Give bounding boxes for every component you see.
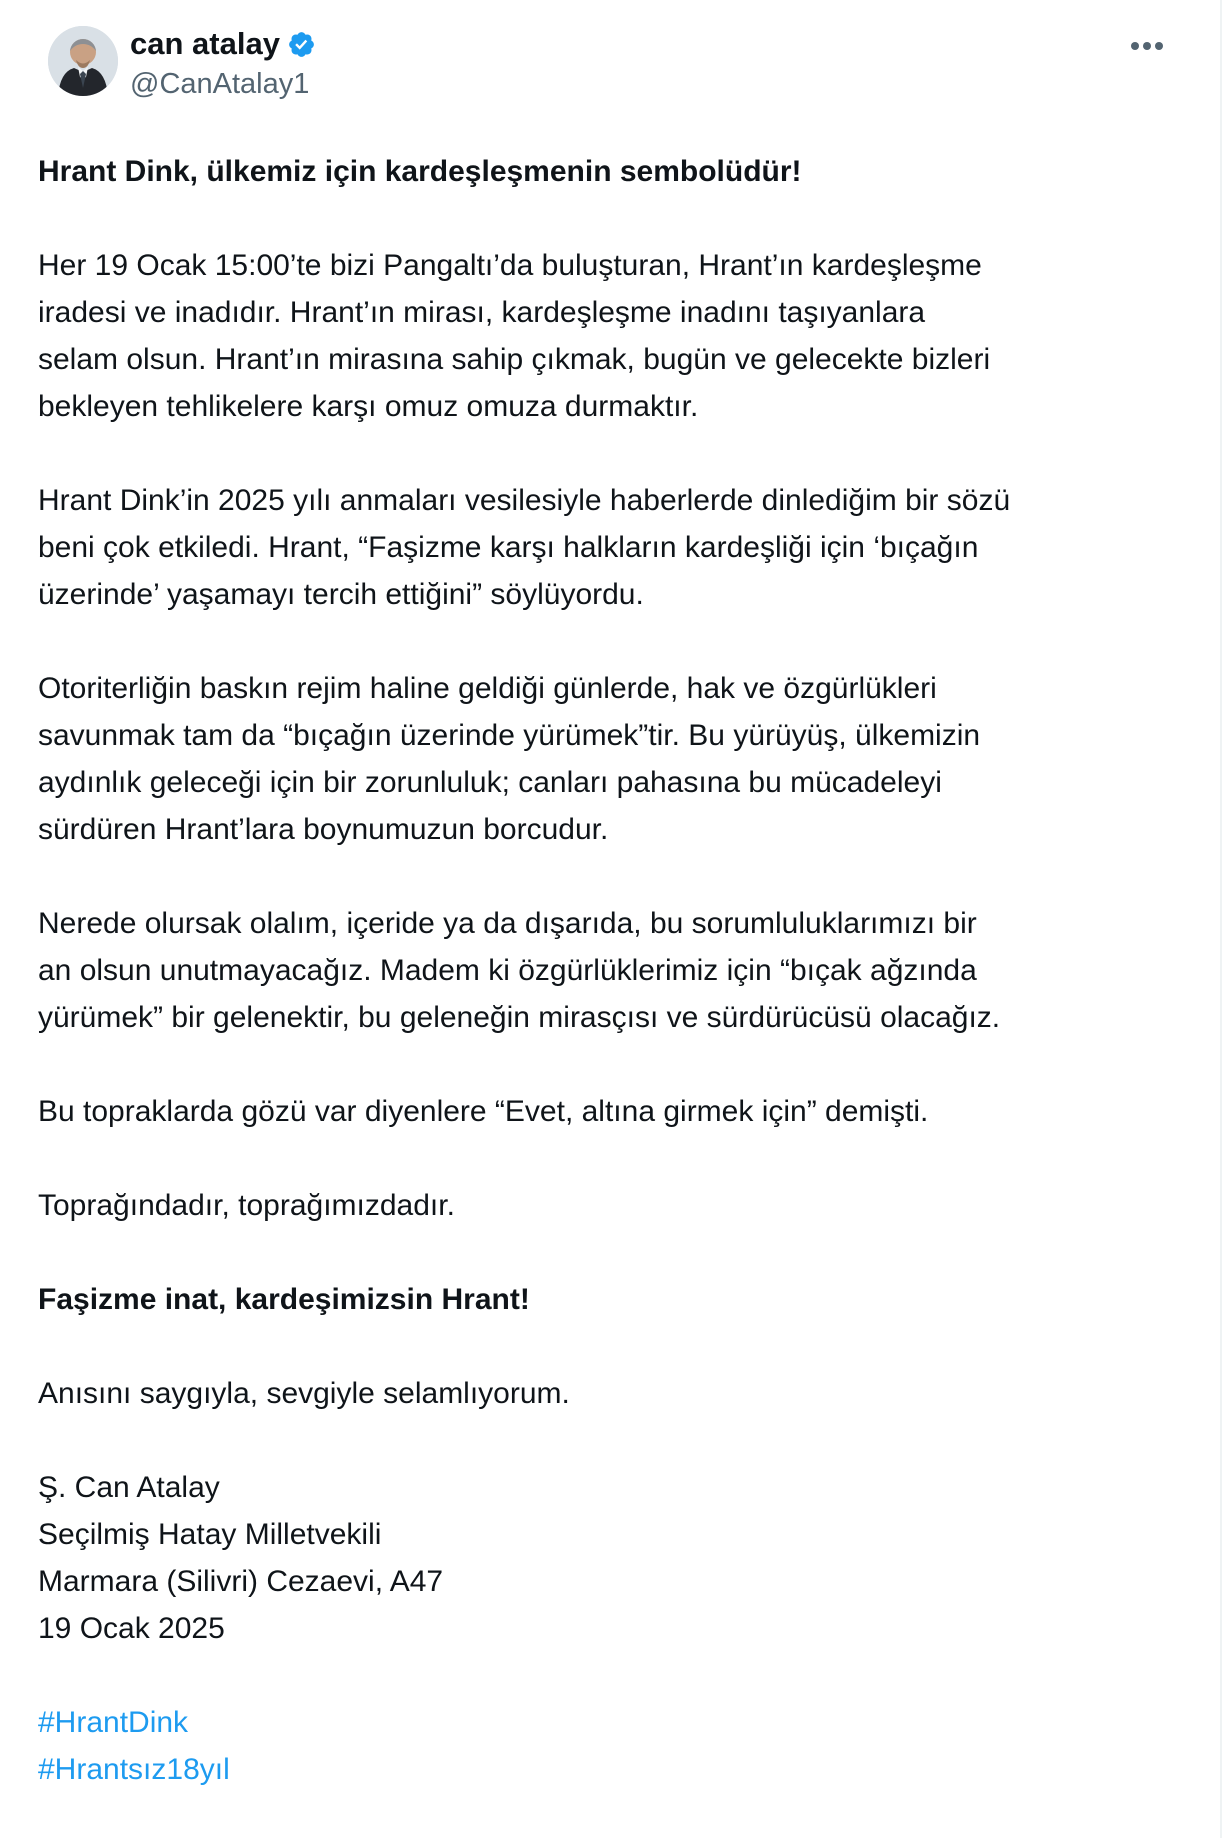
tweet-text-line: Nerede olursak olalım, içeride ya da dışarıda, bu sorumluluklarımızı bir an olsun unutmayacağız. Madem ki özgürlüklerimiz için “bıçak ağzında yürümek” bir gelenektir, bu geleneğin mirasçısı ve sürdürücüsü olacağız. <box>38 907 1001 1034</box>
user-identity <box>130 26 1124 101</box>
tweet-text-line: Toprağındadır, toprağımızdadır. <box>38 1189 455 1222</box>
tweet-text-line: 19 Ocak 2025 <box>38 1612 225 1645</box>
profile-photo-icon <box>48 26 118 96</box>
tweet-text-line: Seçilmiş Hatay Milletvekili <box>38 1518 382 1551</box>
tweet-text-line: Hrant Dink’in 2025 yılı anmaları vesilesiyle haberlerde dinlediğim bir sözü beni çok etkiledi. Hrant, “Faşizme karşı halkların kardeşliği için ‘bıçağın üzerinde’ yaşamayı tercih ettiğini” söylüyordu. <box>38 484 1011 611</box>
tweet-text-line: Otoriterliğin baskın rejim haline geldiği günlerde, hak ve özgürlükleri savunmak tam da “bıçağın üzerinde yürümek”tir. Bu yürüyüş, ülkemizin aydınlık geleceği için bir zorunluluk; canları pahasına bu mücadeleyi sürdüren Hrant’lara boynumuzun borcudur. <box>38 672 981 846</box>
tweet-paragraph <box>38 242 1013 430</box>
hashtag-link[interactable]: #Hrantsız18yıl <box>38 1753 230 1786</box>
tweet-paragraph <box>38 1182 1013 1229</box>
tweet-text-line: Anısını saygıyla, sevgiyle selamlıyorum. <box>38 1377 570 1410</box>
more-horizontal-icon <box>1130 40 1164 52</box>
verified-badge-icon <box>287 30 316 59</box>
hashtags-block <box>38 1699 1013 1793</box>
tweet-text-line: Faşizme inat, kardeşimizsin Hrant! <box>38 1283 530 1316</box>
tweet-paragraph <box>38 1464 1013 1652</box>
tweet-paragraph <box>38 477 1013 618</box>
more-options-button[interactable] <box>1124 34 1170 58</box>
name-row <box>130 26 1124 62</box>
user-handle[interactable]: @CanAtalay1 <box>130 68 310 100</box>
tweet-body <box>38 148 1013 1793</box>
tweet-paragraph <box>38 665 1013 853</box>
tweet-text-line: Marmara (Silivri) Cezaevi, A47 <box>38 1565 444 1598</box>
tweet-paragraph <box>38 1276 1013 1323</box>
display-name[interactable]: can atalay <box>130 26 280 61</box>
tweet-text-line: Ş. Can Atalay <box>38 1471 220 1504</box>
tweet-paragraph <box>38 1370 1013 1417</box>
tweet-text-line: Bu topraklarda gözü var diyenlere “Evet, altına girmek için” demişti. <box>38 1095 929 1128</box>
hashtag-link[interactable]: #HrantDink <box>38 1706 189 1739</box>
tweet-text-line: Her 19 Ocak 15:00’te bizi Pangaltı’da buluşturan, Hrant’ın kardeşleşme iradesi ve inadıdır. Hrant’ın mirası, kardeşleşme inadını taşıyanlara selam olsun. Hrant’ın mirasına sahip çıkmak, bugün ve gelecekte bizleri bekleyen tehlikelere karşı omuz omuza durmaktır. <box>38 249 991 423</box>
tweet-paragraph <box>38 148 1013 195</box>
tweet-paragraph <box>38 1088 1013 1135</box>
tweet-text-line: Hrant Dink, ülkemiz için kardeşleşmenin sembolüdür! <box>38 155 802 188</box>
avatar[interactable] <box>48 26 118 96</box>
tweet-paragraph <box>38 900 1013 1041</box>
tweet-header <box>0 26 1220 101</box>
